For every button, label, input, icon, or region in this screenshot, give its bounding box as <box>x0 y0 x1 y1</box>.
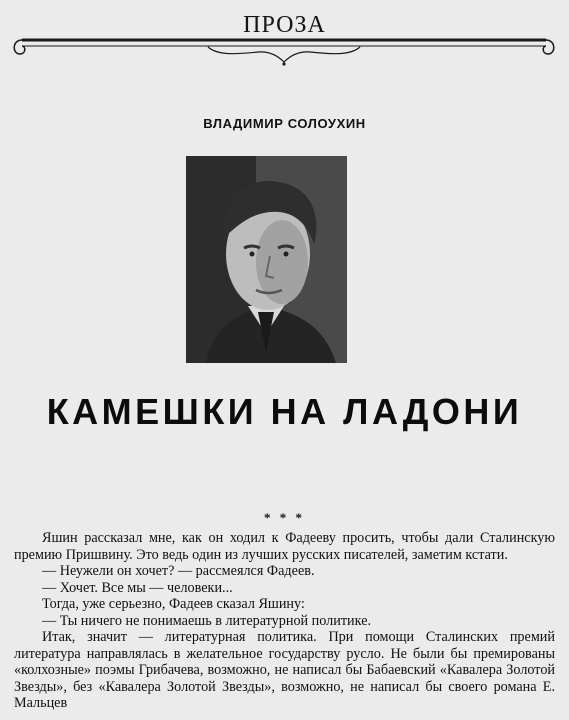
article-title: КАМЕШКИ НА ЛАДОНИ <box>46 391 523 432</box>
paragraph: Яшин рассказал мне, как он ходил к Фадееву просить, чтобы дали Сталинскую премию Пришвину. Это ведь один из лучших русских писателей, заметим кстати. <box>14 530 555 563</box>
article-body <box>14 530 555 712</box>
paragraph: — Неужели он хочет? — рассмеялся Фадеев. <box>42 563 315 579</box>
author-portrait-photo <box>186 156 347 363</box>
section-title: ПРОЗА <box>243 12 326 38</box>
author-name: ВЛАДИМИР СОЛОУХИН <box>203 116 366 131</box>
paragraph: — Хочет. Все мы — человеки... <box>42 579 233 596</box>
paragraph: — Ты ничего не понимаешь в литературной политике. <box>42 612 372 629</box>
paragraph: Итак, значит — литературная политика. При помощи Сталинских премий литература направлялась в желательное государству русло. Не были бы премированы «колхозные» поэмы Грибачева, возможно, не написал бы Бабаевский «Кавалера Золотой Звезды», без «Кавалера Золотой Звезды», возможно, не написал бы своего романа Е. Мальцев <box>14 629 555 711</box>
paragraph: Тогда, уже серьезно, Фадеев сказал Яшину: <box>42 596 305 612</box>
section-separator: * * * <box>264 510 305 525</box>
